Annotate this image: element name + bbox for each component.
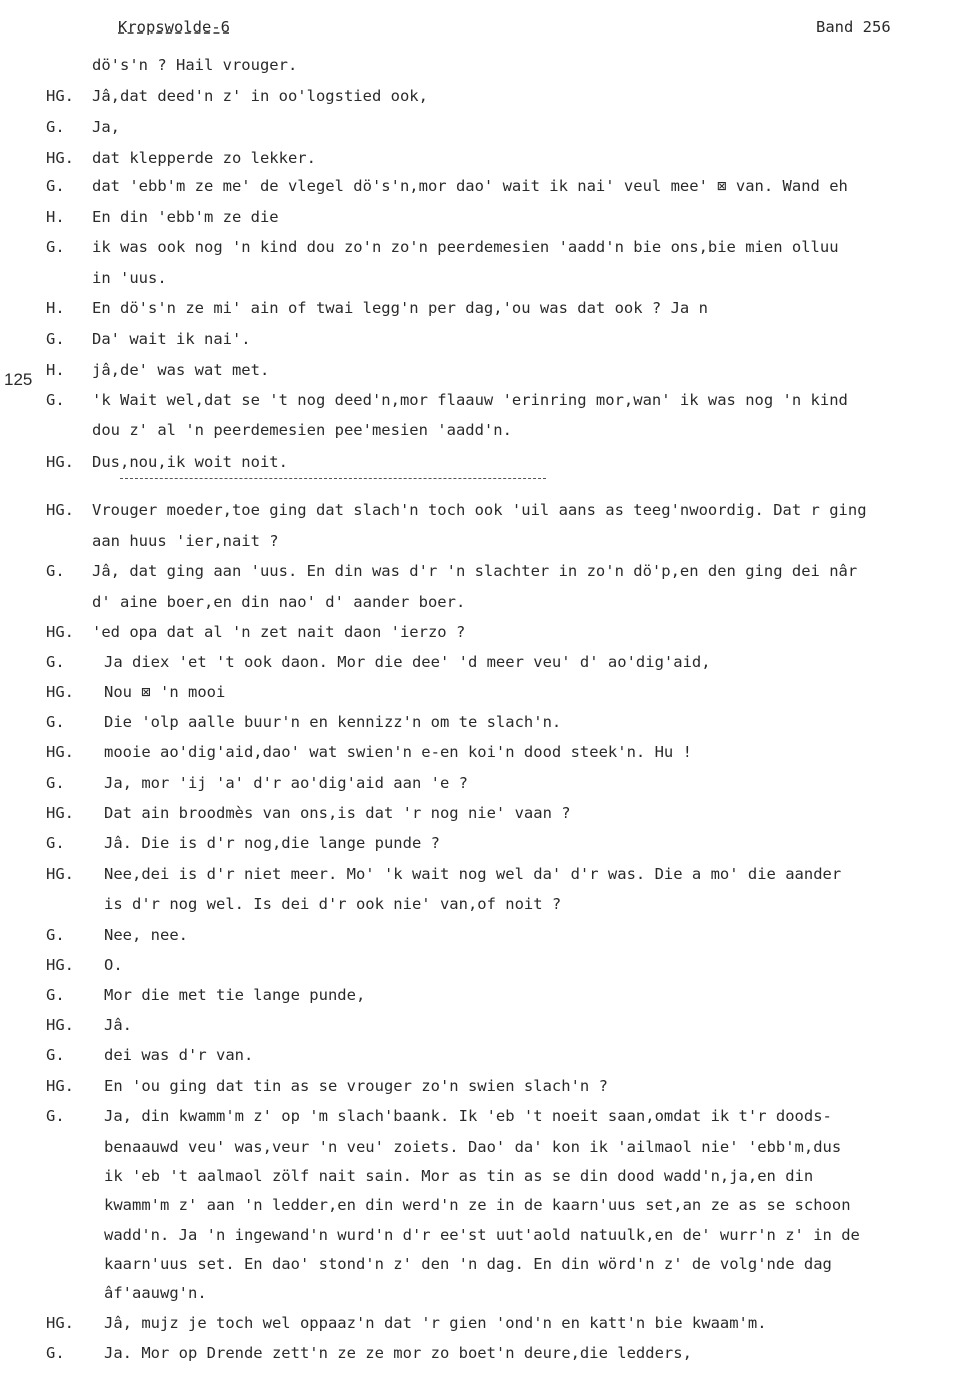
- speaker-label: G.: [46, 391, 65, 409]
- utterance-text: dei was d'r van.: [104, 1046, 254, 1064]
- utterance-text: Vrouger moeder,toe ging dat slach'n toch ook 'uil aans as teeg'nwoordig. Dat r ging: [92, 501, 867, 519]
- speaker-label: H.: [46, 299, 65, 317]
- speaker-label: HG.: [46, 743, 74, 761]
- utterance-text: Jâ, mujz je toch wel oppaaz'n dat 'r gien 'ond'n en katt'n bie kwaam'm.: [104, 1314, 767, 1332]
- speaker-label: HG.: [46, 501, 74, 519]
- utterance-text: Ja, din kwamm'm z' op 'm slach'baank. Ik 'eb 't noeit saan,omdat ik t'r doods-: [104, 1107, 832, 1125]
- speaker-label: H.: [46, 208, 65, 226]
- utterance-text: 'k Wait wel,dat se 't nog deed'n,mor flaauw 'erinring mor,wan' ik was nog 'n kind: [92, 391, 848, 409]
- utterance-text: Nee,dei is d'r niet meer. Mo' 'k wait nog wel da' d'r was. Die a mo' die aander: [104, 865, 842, 883]
- speaker-label: HG.: [46, 865, 74, 883]
- utterance-text: En 'ou ging dat tin as se vrouger zo'n swien slach'n ?: [104, 1077, 608, 1095]
- utterance-text: Dat ain broodmès van ons,is dat 'r nog nie' vaan ?: [104, 804, 571, 822]
- utterance-text: wadd'n. Ja 'n ingewand'n wurd'n d'r ee'st uut'aold natuulk,en de' wurr'n z' in de: [104, 1226, 860, 1244]
- utterance-text: Da' wait ik nai'.: [92, 330, 251, 348]
- utterance-text: aan huus 'ier,nait ?: [92, 532, 279, 550]
- utterance-text: jâ,de' was wat met.: [92, 361, 270, 379]
- utterance-text: âf'aauwg'n.: [104, 1284, 207, 1302]
- speaker-label: HG.: [46, 683, 74, 701]
- utterance-text: mooie ao'dig'aid,dao' wat swien'n e-en koi'n dood steek'n. Hu !: [104, 743, 692, 761]
- speaker-label: G.: [46, 774, 65, 792]
- speaker-label: G.: [46, 177, 65, 195]
- speaker-label: H.: [46, 361, 65, 379]
- band-number: Band 256: [816, 18, 891, 36]
- speaker-label: G.: [46, 834, 65, 852]
- utterance-text: dö's'n ? Hail vrouger.: [92, 56, 298, 74]
- document-title: Kropswolde-6: [118, 18, 230, 36]
- speaker-label: HG.: [46, 149, 74, 167]
- utterance-text: Ja diex 'et 't ook daon. Mor die dee' 'd meer veu' d' ao'dig'aid,: [104, 653, 711, 671]
- speaker-label: G.: [46, 926, 65, 944]
- utterance-text: Jâ,dat deed'n z' in oo'logstied ook,: [92, 87, 428, 105]
- utterance-text: Mor die met tie lange punde,: [104, 986, 366, 1004]
- speaker-label: G.: [46, 1107, 65, 1125]
- speaker-label: HG.: [46, 453, 74, 471]
- utterance-text: is d'r nog wel. Is dei d'r ook nie' van,of noit ?: [104, 895, 562, 913]
- utterance-text: Nou ⊠ 'n mooi: [104, 683, 226, 701]
- speaker-label: G.: [46, 118, 65, 136]
- utterance-text: Nee, nee.: [104, 926, 188, 944]
- utterance-text: Ja. Mor op Drende zett'n ze ze mor zo boet'n deure,die ledders,: [104, 1344, 692, 1362]
- utterance-text: dou z' al 'n peerdemesien pee'mesien 'aadd'n.: [92, 421, 512, 439]
- margin-counter: 125: [4, 370, 33, 389]
- speaker-label: HG.: [46, 623, 74, 641]
- speaker-label: HG.: [46, 1016, 74, 1034]
- speaker-label: HG.: [46, 1077, 74, 1095]
- utterance-text: dat 'ebb'm ze me' de vlegel dö's'n,mor dao' wait ik nai' veul mee' ⊠ van. Wand eh: [92, 177, 848, 195]
- utterance-text: ik 'eb 't aalmaol zölf nait sain. Mor as tin as se din dood wadd'n,ja,en din: [104, 1167, 814, 1185]
- utterance-text: Jâ, dat ging aan 'uus. En din was d'r 'n slachter in zo'n dö'p,en den ging dei nâr: [92, 562, 858, 580]
- speaker-label: HG.: [46, 804, 74, 822]
- utterance-text: Ja, mor 'ij 'a' d'r ao'dig'aid aan 'e ?: [104, 774, 468, 792]
- utterance-text: En dö's'n ze mi' ain of twai legg'n per dag,'ou was dat ook ? Ja n: [92, 299, 708, 317]
- utterance-text: O.: [104, 956, 123, 974]
- speaker-label: HG.: [46, 87, 74, 105]
- speaker-label: HG.: [46, 956, 74, 974]
- speaker-label: G.: [46, 713, 65, 731]
- utterance-text: benaauwd veu' was,veur 'n veu' zoiets. Dao' da' kon ik 'ailmaol nie' 'ebb'm,dus: [104, 1138, 842, 1156]
- utterance-text: dat klepperde zo lekker.: [92, 149, 316, 167]
- utterance-text: Ja,: [92, 118, 120, 136]
- utterance-text: in 'uus.: [92, 269, 167, 287]
- utterance-text: Jâ. Die is d'r nog,die lange punde ?: [104, 834, 440, 852]
- utterance-text: d' aine boer,en din nao' d' aander boer.: [92, 593, 466, 611]
- utterance-text: kwamm'm z' aan 'n ledder,en din werd'n ze in de kaarn'uus set,an ze as se schoon: [104, 1196, 851, 1214]
- utterance-text: 'ed opa dat al 'n zet nait daon 'ierzo ?: [92, 623, 466, 641]
- speaker-label: G.: [46, 330, 65, 348]
- speaker-label: G.: [46, 562, 65, 580]
- utterance-text: En din 'ebb'm ze die: [92, 208, 279, 226]
- speaker-label: G.: [46, 1046, 65, 1064]
- utterance-text: Die 'olp aalle buur'n en kennizz'n om te slach'n.: [104, 713, 562, 731]
- utterance-text: Jâ.: [104, 1016, 132, 1034]
- speaker-label: G.: [46, 653, 65, 671]
- section-divider: [120, 478, 546, 479]
- speaker-label: G.: [46, 238, 65, 256]
- utterance-text: ik was ook nog 'n kind dou zo'n zo'n peerdemesien 'aadd'n bie ons,bie mien olluu: [92, 238, 839, 256]
- utterance-text: Dus,nou,ik woit noit.: [92, 453, 288, 471]
- speaker-label: G.: [46, 986, 65, 1004]
- utterance-text: kaarn'uus set. En dao' stond'n z' den 'n dag. En din wörd'n z' de volg'nde dag: [104, 1255, 832, 1273]
- speaker-label: HG.: [46, 1314, 74, 1332]
- speaker-label: G.: [46, 1344, 65, 1362]
